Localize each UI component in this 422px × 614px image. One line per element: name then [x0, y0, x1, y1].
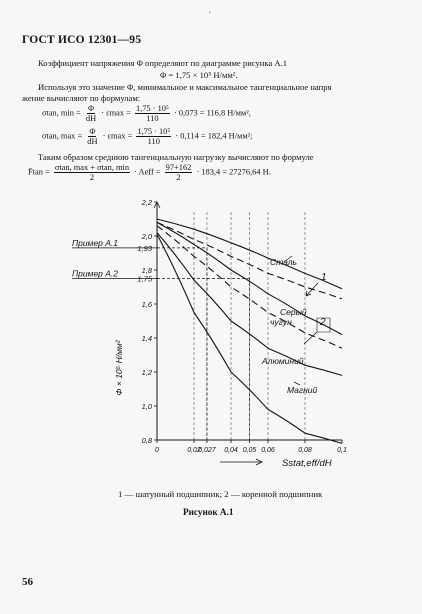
formula-mean-mid: · Aeff = — [134, 167, 161, 177]
frac-denominator: 2 — [176, 173, 181, 182]
y-tick-label: 1,2 — [141, 368, 152, 377]
series-label: Алюминий — [262, 356, 304, 366]
series-label: 1 — [321, 272, 327, 283]
text-line-2: Φ = 1,75 × 10⁵ Н/мм². — [160, 70, 238, 80]
series-label: Сталь — [270, 257, 298, 267]
figure-caption: Рисунок А.1 — [183, 507, 234, 517]
page-header: ГОСТ ИСО 12301—95 — [22, 34, 142, 46]
x-tick-label: 0,04 — [224, 447, 238, 454]
y-tick-label: 1,6 — [141, 300, 152, 309]
formula-max-lhs: σtan, max = — [42, 131, 83, 141]
y-tick-label: 1,4 — [141, 334, 152, 343]
example-value-label: 1,75 — [137, 274, 152, 284]
series-1-leader — [306, 283, 318, 296]
y-tick-label: 0,8 — [141, 436, 152, 445]
x-tick-label: 0,05 — [242, 447, 257, 454]
figure-legend-caption: 1 — шатунный подшипник; 2 — коренной подшипник — [118, 489, 323, 499]
text-summary: Таким образом среднюю тангенциальную нагрузку вычисляют по формуле — [38, 152, 314, 162]
text-line-1: Коэффициент напряжения Φ определяют по диаграмме рисунка А.1 — [38, 58, 288, 68]
formula-min-mid: · εmax = — [101, 108, 131, 118]
x-tick-label: 0,06 — [261, 447, 275, 454]
text-line-4: жение вычисляют по формулам: — [22, 93, 141, 103]
y-tick-label: 1,0 — [141, 402, 152, 411]
formula-min-tail: · 0,073 = 116,8 Н/мм², — [173, 108, 251, 118]
y-axis-label: Φ × 10⁵ Н/мм² — [114, 340, 124, 396]
page-number: 56 — [22, 576, 33, 588]
x-tick-label: 0,02 — [187, 447, 201, 454]
frac-denominator: 110 — [146, 114, 159, 123]
series-2-leader — [304, 332, 317, 344]
formula-max-mid: · εmax = — [102, 131, 133, 141]
frac-numerator: 1,75 · 10⁵ — [135, 104, 169, 113]
series-label: 2 — [320, 317, 326, 328]
example-value-label: 1,93 — [137, 243, 152, 253]
formula-min-lhs: σtan, min = — [42, 108, 81, 118]
y-tick-label: 2,2 — [141, 198, 152, 207]
x-tick-label: 0 — [155, 447, 159, 454]
x-tick-label: 0,027 — [198, 447, 216, 454]
y-tick-label: 2,0 — [141, 232, 152, 241]
frac-numerator: σtan, max + σtan, min — [54, 163, 130, 172]
frac-numerator: 97+162 — [165, 163, 192, 172]
frac-denominator: dH — [85, 114, 97, 123]
frac-denominator: 110 — [147, 137, 160, 146]
series-label: Серый — [280, 307, 307, 317]
text-line-3: Используя это значение Φ, минимальное и максимальное тангенциальное напря — [38, 82, 332, 92]
formula-max-tail: · 0,114 = 182,4 Н/мм²; — [175, 131, 253, 141]
frac-denominator: 2 — [89, 173, 95, 182]
x-axis-label: Sstat,eff/dH — [282, 458, 332, 469]
y-tick-label: 1,8 — [141, 266, 152, 275]
series-label: Магний — [287, 385, 318, 395]
x-tick-label: 0,08 — [298, 447, 312, 454]
frac-numerator: 1,75 · 10⁵ — [137, 127, 171, 136]
formula-mean-tail: · 183,4 = 27276,64 Н. — [196, 167, 271, 177]
example-label: Пример А.2 — [72, 268, 119, 279]
series-label: чугун — [270, 317, 292, 327]
margin-mark: ' — [209, 10, 211, 20]
frac-numerator: Φ — [87, 104, 95, 113]
example-label: Пример А.1 — [72, 237, 119, 248]
x-tick-label: 0,1 — [337, 447, 347, 454]
frac-numerator: Φ — [89, 127, 96, 136]
formula-mean-lhs: F̄tan = — [28, 167, 50, 177]
frac-denominator: dH — [87, 137, 98, 146]
